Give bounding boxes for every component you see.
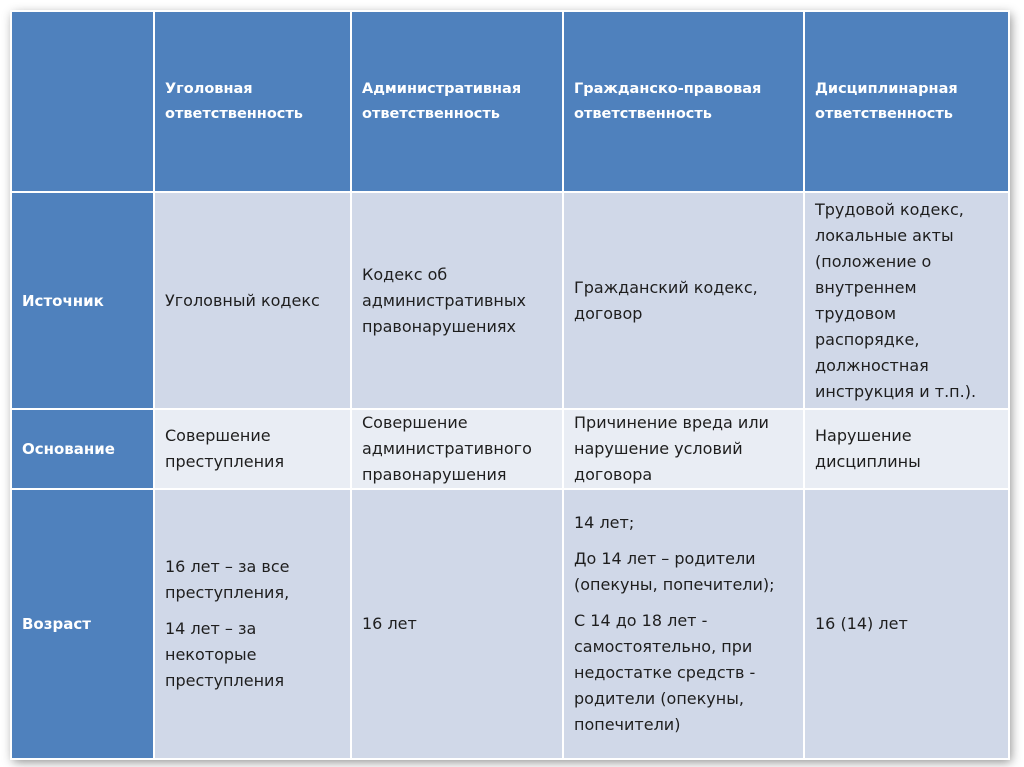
row-label-age: Возраст — [11, 489, 154, 759]
table-row-basis — [11, 409, 1009, 489]
basis-criminal: Совершение преступления — [154, 409, 351, 489]
header-administrative: Административная ответственность — [351, 11, 563, 192]
row-label-source: Источник — [11, 192, 154, 409]
header-corner-cell — [11, 11, 154, 192]
header-civil: Гражданско-правовая ответственность — [563, 11, 804, 192]
age-civil-14-18: С 14 до 18 лет - самостоятельно, при недостатке средств - родители (опекуны, попечители) — [574, 611, 756, 734]
basis-civil: Причинение вреда или нарушение условий договора — [563, 409, 804, 489]
age-civil-14: 14 лет; — [574, 513, 635, 532]
age-criminal-some: 14 лет – за некоторые преступления — [165, 619, 285, 690]
table-row-age — [11, 489, 1009, 759]
table-row-source — [11, 192, 1009, 409]
slide — [10, 10, 1008, 758]
source-disciplinary: Трудовой кодекс, локальные акты (положение о внутреннем трудовом распорядке, должностная инструкция и т.п.). — [804, 192, 1009, 409]
header-disciplinary: Дисциплинарная ответственность — [804, 11, 1009, 192]
age-criminal-all: 16 лет – за все преступления, — [165, 557, 290, 602]
basis-administrative: Совершение административного правонарушения — [351, 409, 563, 489]
age-civil-under-14: До 14 лет – родители (опекуны, попечители); — [574, 549, 775, 594]
age-civil — [563, 489, 804, 759]
age-administrative: 16 лет — [351, 489, 563, 759]
row-label-basis: Основание — [11, 409, 154, 489]
table-header-row — [11, 11, 1009, 192]
age-criminal — [154, 489, 351, 759]
source-criminal: Уголовный кодекс — [154, 192, 351, 409]
source-civil: Гражданский кодекс, договор — [563, 192, 804, 409]
responsibility-table — [10, 10, 1010, 760]
header-criminal: Уголовная ответственность — [154, 11, 351, 192]
basis-disciplinary: Нарушение дисциплины — [804, 409, 1009, 489]
source-administrative: Кодекс об административных правонарушениях — [351, 192, 563, 409]
age-disciplinary: 16 (14) лет — [804, 489, 1009, 759]
